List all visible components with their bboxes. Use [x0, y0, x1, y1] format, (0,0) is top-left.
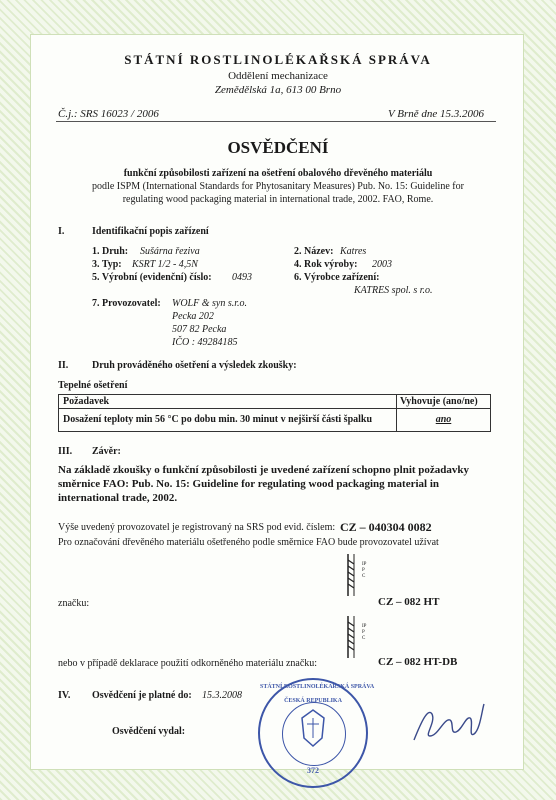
- place-date: V Brně dne 15.3.2006: [388, 108, 485, 120]
- section-1-number: I.: [58, 226, 65, 237]
- alternative-mark-text: nebo v případě deklarace použití odkorněného materiálu značku:: [58, 658, 318, 669]
- field-3-value: KSRT 1/2 - 4,5N: [132, 259, 198, 270]
- operator-ico: IČO : 49284185: [172, 337, 238, 348]
- section-2-number: II.: [58, 360, 69, 371]
- conclusion-line-3: international trade, 2002.: [58, 492, 178, 504]
- field-1-label: 1. Druh:: [92, 246, 129, 257]
- table-header-result: Vyhovuje (ano/ne): [400, 396, 478, 407]
- field-2-label: 2. Název:: [294, 246, 334, 257]
- valid-until-value: 15.3.2008: [202, 690, 242, 701]
- field-5-label: 5. Výrobní (evidenční) číslo:: [92, 272, 212, 283]
- mark-ht-db: CZ – 082 HT-DB: [378, 656, 458, 668]
- field-6-value: KATRES spol. s r.o.: [354, 285, 433, 296]
- stamp-outer-text: STÁTNÍ ROSTLINOLÉKAŘSKÁ SPRÁVA: [260, 684, 375, 690]
- ippc-label-1: IPPC: [362, 562, 367, 579]
- field-3-label: 3. Typ:: [92, 259, 122, 270]
- reference-number: Č.j.: SRS 16023 / 2006: [58, 108, 159, 120]
- department: Oddělení mechanizace: [228, 70, 328, 82]
- field-4-label: 4. Rok výroby:: [294, 259, 358, 270]
- table-cell-result: ano: [435, 414, 452, 425]
- field-7-label: 7. Provozovatel:: [92, 298, 161, 309]
- operator-street: Pecka 202: [172, 311, 214, 322]
- address: Zemědělská 1a, 613 00 Brno: [214, 84, 342, 96]
- field-1-value: Sušárna řeziva: [140, 246, 200, 257]
- ippc-label-2: IPPC: [362, 624, 367, 641]
- field-6-label: 6. Výrobce zařízení:: [294, 272, 380, 283]
- stamp-number: 372: [307, 766, 319, 775]
- operator-name: WOLF & syn s.r.o.: [172, 298, 248, 309]
- page-title: OSVĚDČENÍ: [227, 138, 329, 157]
- mark-intro-text: Pro označování dřevěného materiálu ošetřeného podle směrnice FAO bude provozovatel užívat: [58, 537, 439, 548]
- section-2-subheading: Tepelné ošetření: [58, 380, 128, 391]
- registration-text: Výše uvedený provozovatel je registrovaný na SRS pod evid. číslem:: [58, 522, 336, 533]
- institution-name: STÁTNÍ ROSTLINOLÉKAŘSKÁ SPRÁVA: [124, 52, 432, 67]
- intro-line-3: regulating wood packaging material in international trade, 2002. FAO, Rome.: [122, 194, 434, 205]
- operator-city: 507 82 Pecka: [172, 324, 227, 335]
- field-5-value: 0493: [232, 272, 252, 283]
- intro-line-1: funkční způsobilosti zařízení na ošetření obalového dřevěného materiálu: [123, 168, 433, 179]
- stamp-inner-text: ČESKÁ REPUBLIKA: [284, 698, 342, 704]
- section-4-number: IV.: [58, 690, 71, 701]
- mark-ht: CZ – 082 HT: [378, 596, 440, 608]
- intro-line-2: podle ISPM (International Standards for Phytosanitary Measures) Pub. No. 15: Guideline for: [92, 181, 464, 192]
- section-1-heading: Identifikační popis zařízení: [92, 226, 209, 237]
- section-2-heading: Druh prováděného ošetření a výsledek zkoušky:: [92, 360, 297, 371]
- issued-by-label: Osvědčení vydal:: [112, 726, 186, 737]
- table-cell-requirement: Dosažení teploty min 56 °C po dobu min. 30 minut v nejširší části špalku: [63, 414, 373, 425]
- table-header-requirement: Požadavek: [63, 396, 110, 407]
- valid-until-label: Osvědčení je platné do:: [92, 690, 192, 701]
- section-3-heading: Závěr:: [92, 446, 121, 457]
- field-2-value: Katres: [340, 246, 367, 257]
- section-3-number: III.: [58, 446, 73, 457]
- official-stamp: [258, 678, 375, 788]
- registration-number: CZ – 040304 0082: [340, 520, 432, 534]
- field-4-value: 2003: [372, 259, 392, 270]
- signature: [410, 700, 490, 746]
- conclusion-line-1: Na základě zkoušky o funkční způsobilosti je uvedené zařízení schopno plnit požadavky: [58, 464, 470, 476]
- conclusion-line-2: směrnice FAO: Pub. No. 15: Guideline for regulating wood packaging material in: [58, 478, 440, 490]
- mark-label: značku:: [58, 598, 90, 609]
- header-divider: [56, 121, 496, 122]
